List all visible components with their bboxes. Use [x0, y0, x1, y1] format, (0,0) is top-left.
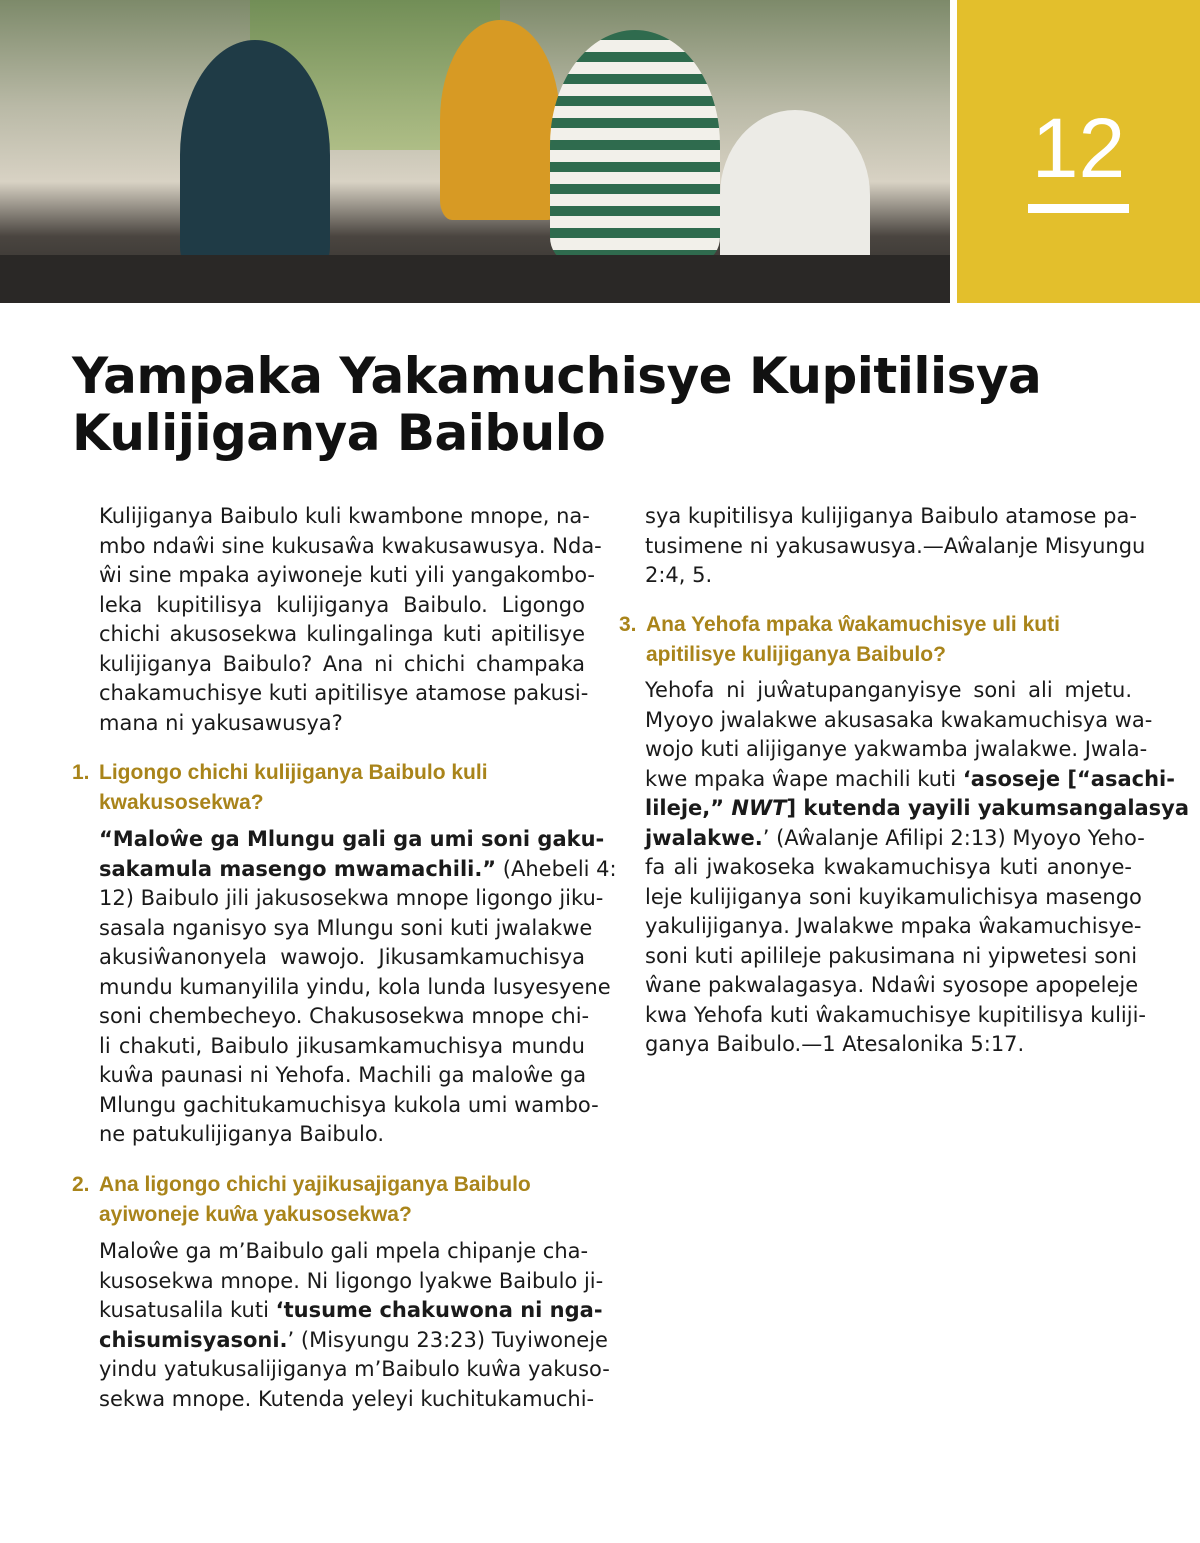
text-line: [645, 912, 1142, 942]
text-segment: yindu yatukusalijiganya m’Baibulo kuŵa yakuso-: [99, 1357, 610, 1381]
text-line: [99, 591, 585, 621]
text-line: [99, 1032, 585, 1062]
lesson-number-badge: [957, 0, 1200, 303]
emphasized-text: ‘asoseje [“asachi-: [962, 766, 1175, 791]
intro-paragraph: [99, 502, 602, 738]
text-segment: kwa Yehofa kuti ŵakamuchisye kupitilisya kuliji-: [645, 1002, 1147, 1027]
question-number: 2.: [72, 1173, 90, 1196]
text-line: [99, 709, 585, 739]
text-line: [645, 883, 1142, 913]
question-number: 3.: [619, 613, 637, 636]
emphasized-text: ‘tusume chakuwona ni nga-: [275, 1298, 603, 1322]
question-1: [72, 758, 488, 818]
text-segment: [731, 796, 786, 820]
text-segment: kusatusalila kuti: [99, 1298, 276, 1322]
lesson-number: 12: [1031, 101, 1126, 195]
answer-3-paragraph: [645, 676, 1190, 1060]
emphasized-text: NWT: [731, 796, 787, 820]
text-line: [645, 824, 1145, 854]
emphasized-text: lileje,”: [645, 796, 732, 820]
text-line: [99, 1002, 590, 1032]
text-line: [99, 1326, 608, 1356]
text-segment: ŵi sine mpaka ayiwoneje kuti yili yangakombo-: [99, 563, 596, 587]
text-segment: Yehofa ni juŵatupanganyisye soni ali mjetu.: [645, 678, 1132, 702]
text-segment: sekwa mnope. Kutenda yeleyi kuchitukamuchi-: [99, 1386, 595, 1411]
text-line: [645, 1001, 1147, 1031]
text-line: [99, 943, 585, 973]
question-text: kwakusosekwa?: [99, 791, 264, 814]
answer-1-paragraph: [99, 825, 617, 1150]
text-line: [99, 561, 596, 591]
text-line: [99, 1355, 610, 1385]
emphasized-text: chisumisyasoni.: [99, 1327, 288, 1352]
girl-figure: [440, 20, 560, 220]
question-number: 1.: [72, 761, 90, 784]
text-line: [99, 679, 589, 709]
mother-figure: [550, 30, 720, 260]
text-segment: soni kuti apilileje pakusimana ni yipwetesi soni: [645, 943, 1138, 968]
text-line: [645, 502, 1137, 532]
text-segment: chakamuchisye kuti apitilisye atamose pakusi-: [99, 681, 589, 705]
text-segment: 12) Baibulo jili jakusosekwa mnope ligongo jiku-: [99, 886, 604, 910]
text-line: [645, 1030, 1132, 1060]
text-segment: ne patukulijiganya Baibulo.: [99, 1122, 385, 1146]
answer-2-paragraph: [99, 1237, 610, 1414]
text-segment: akusiŵanonyela wawojo. Jikusamkamuchisya: [99, 945, 585, 969]
text-segment: fa ali jwakoseka kwakamuchisya kuti anonye-: [645, 855, 1132, 879]
text-line: [99, 884, 604, 914]
emphasized-text: ] kutenda yayili yakumsangalasya: [786, 796, 1190, 820]
text-line: [99, 973, 611, 1003]
text-segment: Myoyo jwalakwe akusasaka kwakamuchisya wa-: [645, 707, 1153, 732]
text-segment: Maloŵe ga m’Baibulo gali mpela chipanje cha-: [99, 1239, 589, 1263]
question-3: [619, 610, 1060, 670]
text-segment: sasala nganisyo sya Mlungu soni kuti jwalakwe: [99, 915, 593, 940]
text-line: [645, 765, 1175, 795]
text-segment: li chakuti, Baibulo jikusamkamuchisya mundu: [99, 1033, 585, 1058]
text-segment: chichi akusosekwa kulingalinga kuti apitilisye: [99, 622, 585, 646]
text-segment: tusimene ni yakusawusya.—Aŵalanje Misyungu: [645, 533, 1146, 558]
text-segment: Kulijiganya Baibulo kuli kwambone mnope, na-: [99, 504, 590, 528]
text-line: [99, 825, 605, 855]
text-segment: sya kupitilisya kulijiganya Baibulo atamose pa-: [645, 504, 1137, 528]
text-line: [645, 971, 1139, 1001]
text-line: [99, 650, 585, 680]
text-line: [99, 1385, 595, 1415]
text-segment: ganya Baibulo.—1 Atesalonika 5:17.: [645, 1032, 1025, 1056]
text-segment: wojo kuti alijiganye yakwamba jwalakwe. Jwala-: [645, 737, 1148, 761]
kitchen-counter: [0, 255, 950, 303]
title-line: Kulijiganya Baibulo: [72, 404, 606, 462]
emphasized-text: “Maloŵe ga Mlungu gali ga umi soni gaku-: [99, 827, 605, 851]
text-line: [99, 620, 585, 650]
question-2: [72, 1170, 531, 1230]
text-segment: leka kupitilisya kulijiganya Baibulo. Ligongo: [99, 592, 585, 617]
hero-photo-family-bible-study: [0, 0, 950, 303]
text-segment: 2:4, 5.: [645, 563, 713, 587]
question-text: ayiwoneje kuŵa yakusosekwa?: [99, 1203, 412, 1226]
text-line: [99, 1267, 604, 1297]
text-segment: ŵane pakwalagasya. Ndaŵi syosope apopeleje: [645, 973, 1139, 997]
question-text: Ligongo chichi kulijiganya Baibulo kuli: [99, 761, 488, 784]
text-segment: kulijiganya Baibulo? Ana ni chichi champaka: [99, 651, 585, 676]
text-segment: yakulijiganya. Jwalakwe mpaka ŵakamuchisye-: [645, 914, 1142, 938]
text-segment: Mlungu gachitukamuchisya kukola umi wambo-: [99, 1092, 599, 1117]
text-line: [99, 502, 590, 532]
text-segment: kusosekwa mnope. Ni ligongo lyakwe Baibulo ji-: [99, 1268, 604, 1293]
text-line: [99, 1120, 585, 1150]
question-text: Ana ligongo chichi yajikusajiganya Baibulo: [99, 1173, 531, 1196]
text-line: [645, 853, 1132, 883]
text-segment: leje kulijiganya soni kuyikamulichisya masengo: [645, 884, 1142, 909]
text-line: [99, 914, 593, 944]
text-segment: kwe mpaka ŵape machili kuti: [645, 766, 963, 791]
text-segment: mundu kumanyilila yindu, kola lunda lusyesyene: [99, 974, 611, 999]
text-line: [645, 706, 1153, 736]
text-line: [645, 561, 1132, 591]
text-segment: soni chembecheyo. Chakusosekwa mnope chi-: [99, 1004, 590, 1028]
text-line: [645, 532, 1146, 562]
emphasized-text: jwalakwe.: [645, 825, 763, 850]
text-line: [645, 794, 1190, 824]
lesson-number-underline: [1028, 204, 1129, 213]
text-line: [645, 942, 1138, 972]
text-line: [99, 532, 602, 562]
text-segment: kuŵa paunasi ni Yehofa. Machili ga maloŵe ga: [99, 1063, 587, 1087]
text-line: [645, 735, 1148, 765]
text-segment: ’ (Misyungu 23:23) Tuyiwoneje: [287, 1327, 608, 1352]
text-segment: (Ahebeli 4:: [496, 856, 617, 881]
answer-2-continued: [645, 502, 1146, 591]
text-line: [99, 1237, 589, 1267]
title-line: Yampaka Yakamuchisye Kupitilisya: [72, 347, 1042, 405]
text-line: [99, 1091, 599, 1121]
emphasized-text: sakamula masengo mwamachili.”: [99, 856, 497, 881]
text-segment: mbo ndaŵi sine kukusaŵa kwakusawusya. Nda-: [99, 533, 602, 558]
text-segment: ’ (Aŵalanje Afilipi 2:13) Myoyo Yeho-: [762, 825, 1145, 850]
text-segment: mana ni yakusawusya?: [99, 710, 343, 735]
text-line: [645, 676, 1132, 706]
text-line: [99, 855, 617, 885]
text-line: [99, 1061, 585, 1091]
question-text: apitilisye kulijiganya Baibulo?: [646, 643, 946, 666]
woman-figure: [180, 40, 330, 270]
page-title: [72, 348, 1041, 462]
question-text: Ana Yehofa mpaka ŵakamuchisye uli kuti: [646, 613, 1060, 636]
text-line: [99, 1296, 603, 1326]
